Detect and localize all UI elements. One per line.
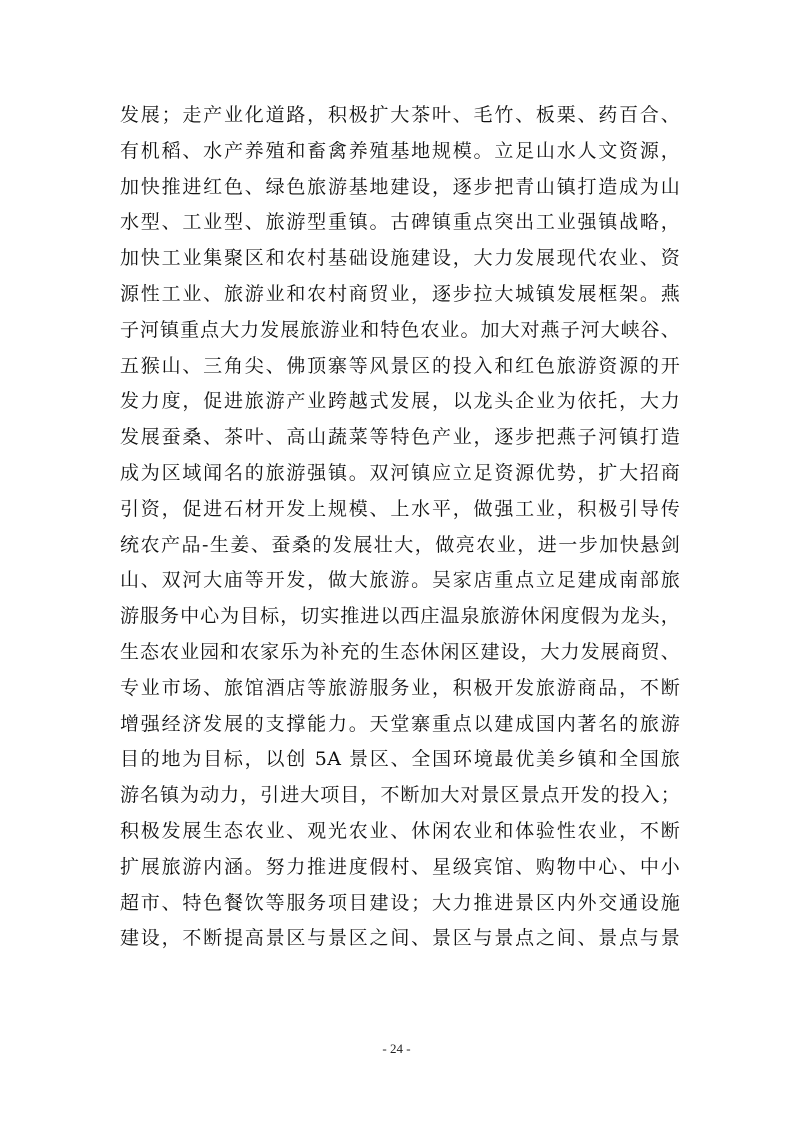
text-line: 统农产品-生姜、蚕桑的发展壮大，做亮农业，进一步加快悬剑: [120, 533, 680, 556]
text-line: 源性工业、旅游业和农村商贸业，逐步拉大城镇发展框架。燕: [120, 282, 680, 305]
text-line: 引资，促进石材开发上规模、上水平，做强工业，积极引导传: [120, 497, 680, 520]
text-line: 加快推进红色、绿色旅游基地建设，逐步把青山镇打造成为山: [120, 175, 680, 198]
text-line: 增强经济发展的支撑能力。天堂寨重点以建成国内著名的旅游: [120, 712, 680, 735]
text-line: 发力度，促进旅游产业跨越式发展，以龙头企业为依托，大力: [120, 390, 680, 413]
text-line: 水型、工业型、旅游型重镇。古碑镇重点突出工业强镇战略，: [120, 211, 680, 234]
page-number: - 24 -: [382, 1041, 411, 1056]
text-line: 加快工业集聚区和农村基础设施建设，大力发展现代农业、资: [120, 247, 680, 270]
text-line: 积极发展生态农业、观光农业、休闲农业和体验性农业，不断: [120, 819, 680, 842]
text-line: 游名镇为动力，引进大项目，不断加大对景区景点开发的投入；: [120, 784, 680, 807]
text-line: 超市、特色餐饮等服务项目建设；大力推进景区内外交通设施: [120, 891, 680, 914]
text-line: 山、双河大庙等开发，做大旅游。吴家店重点立足建成南部旅: [120, 569, 680, 592]
text-line: 专业市场、旅馆酒店等旅游服务业，积极开发旅游商品，不断: [120, 676, 680, 699]
text-line: 五猴山、三角尖、佛顶寨等风景区的投入和红色旅游资源的开: [120, 354, 680, 377]
body-text: [120, 98, 680, 957]
text-line: 扩展旅游内涵。努力推进度假村、星级宾馆、购物中心、中小: [120, 855, 680, 878]
text-line: 建设，不断提高景区与景区之间、景区与景点之间、景点与景: [120, 927, 680, 950]
text-line: 子河镇重点大力发展旅游业和特色农业。加大对燕子河大峡谷、: [120, 318, 680, 341]
text-line: 目的地为目标，以创 5A 景区、全国环境最优美乡镇和全国旅: [120, 748, 680, 771]
text-line: 成为区域闻名的旅游强镇。双河镇应立足资源优势，扩大招商: [120, 461, 680, 484]
text-line: 发展；走产业化道路，积极扩大茶叶、毛竹、板栗、药百合、: [120, 104, 680, 126]
text-line: 有机稻、水产养殖和畜禽养殖基地规模。立足山水人文资源，: [120, 139, 680, 162]
text-line: 发展蚕桑、茶叶、高山蔬菜等特色产业，逐步把燕子河镇打造: [120, 426, 680, 449]
text-line: 游服务中心为目标，切实推进以西庄温泉旅游休闲度假为龙头，: [120, 605, 680, 628]
text-line: 生态农业园和农家乐为补充的生态休闲区建设，大力发展商贸、: [120, 640, 680, 663]
